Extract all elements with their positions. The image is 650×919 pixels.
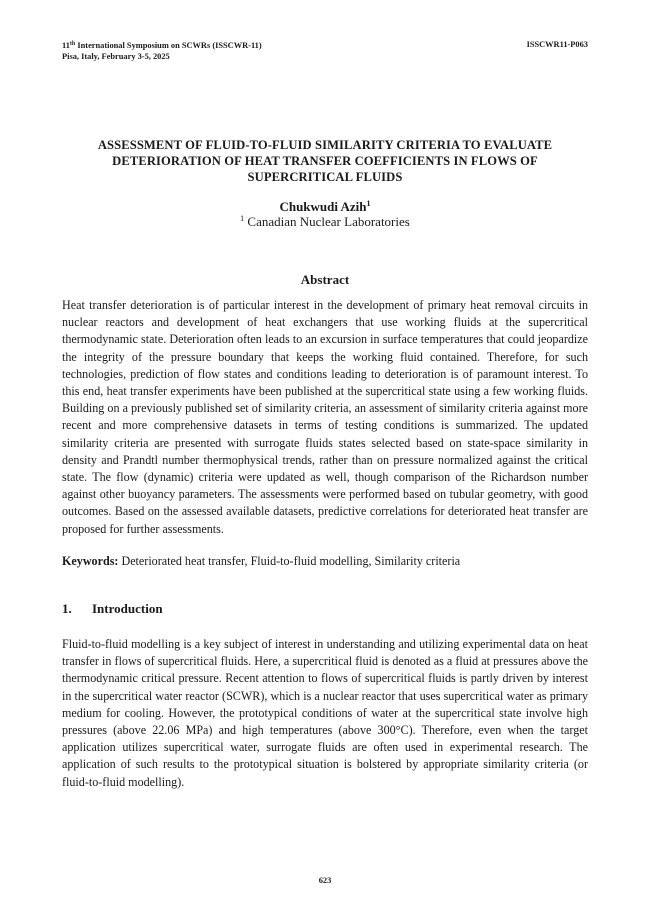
section-number: 1. [62,601,72,616]
keywords-label: Keywords: [62,554,119,568]
abstract-text: Heat transfer deterioration is of particular interest in the development of primary heat removal circuits in nuclear reactors and development of heat exchangers that use working fluids at the supercritical thermodynamic state. Deterioration often leads to an excursion in surface temperatures that could jeopardize the integrity of the pressure boundary that keeps the working fluid contained. Therefore, for such technologies, prediction of flow states and conditions leading to deterioration is of paramount interest. To this end, heat transfer experiments have been published at the supercritical state using a few working fluids. Building on a previously published set of similarity criteria, an assessment of similarity criteria against more recent and more comprehensive datasets in terms of testing conditions is summarized. The updated similarity criteria are presented with surrogate fluids states selected based on state-space similarity in density and Prandtl number thermophysical trends, rather than on pressure normalized against the critical state. The flow (dynamic) criteria were updated as well, though comparison of the Richardson number against other buoyancy parameters. The assessments were performed based on tubular geometry, with good outcomes. Based on the assessed available datasets, predictive correlations for deteriorated heat transfer are proposed for further assessments. [62,298,588,536]
paper-id: ISSCWR11-P063 [526,40,588,49]
conference-header [62,40,262,62]
introduction-text: Fluid-to-fluid modelling is a key subject of interest in understanding and utilizing experimental data on heat transfer in flows of supercritical fluids. Here, a supercritical fluid is denoted as a fluid at pressures above the thermodynamic critical pressure. Recent attention to flows of supercritical fluids is partly driven by interest in the supercritical water reactor (SCWR), which is a nuclear reactor that uses supercritical water as primary medium for cooling. However, the prototypical conditions of water at the supercritical state involve high pressures (above 22.06 MPa) and high temperatures (above 300°C). Therefore, even when the target application utilizes supercritical water, surrogate fluids are often used in experimental research. The application of such results to the prototypical situation is bolstered by appropriate similarity criteria (or fluid-to-fluid modelling). [62,637,588,789]
author-name: Chukwudi Azih$^1$ [279,199,371,214]
keywords-text: Deteriorated heat transfer, Fluid-to-fluid modelling, Similarity criteria [118,554,461,568]
paper-title: ASSESSMENT OF FLUID-TO-FLUID SIMILARITY CRITERIA TO EVALUATE DETERIORATION OF HEAT TRANSFER COEFFICIENTS IN FLOWS OF SUPERCRITICAL FLUIDS [97,138,553,184]
section-title: Introduction [92,601,163,616]
page-number: 623 [318,876,332,885]
conference-name: 11th International Symposium on SCWRs (ISSCWR-11) [62,41,262,50]
author-affiliation: $^1$ Canadian Nuclear Laboratories [240,214,410,229]
abstract-heading: Abstract [300,272,350,287]
keywords [62,554,588,569]
conference-location-date: Pisa, Italy, February 3-5, 2025 [62,52,170,61]
section-heading [62,601,163,617]
